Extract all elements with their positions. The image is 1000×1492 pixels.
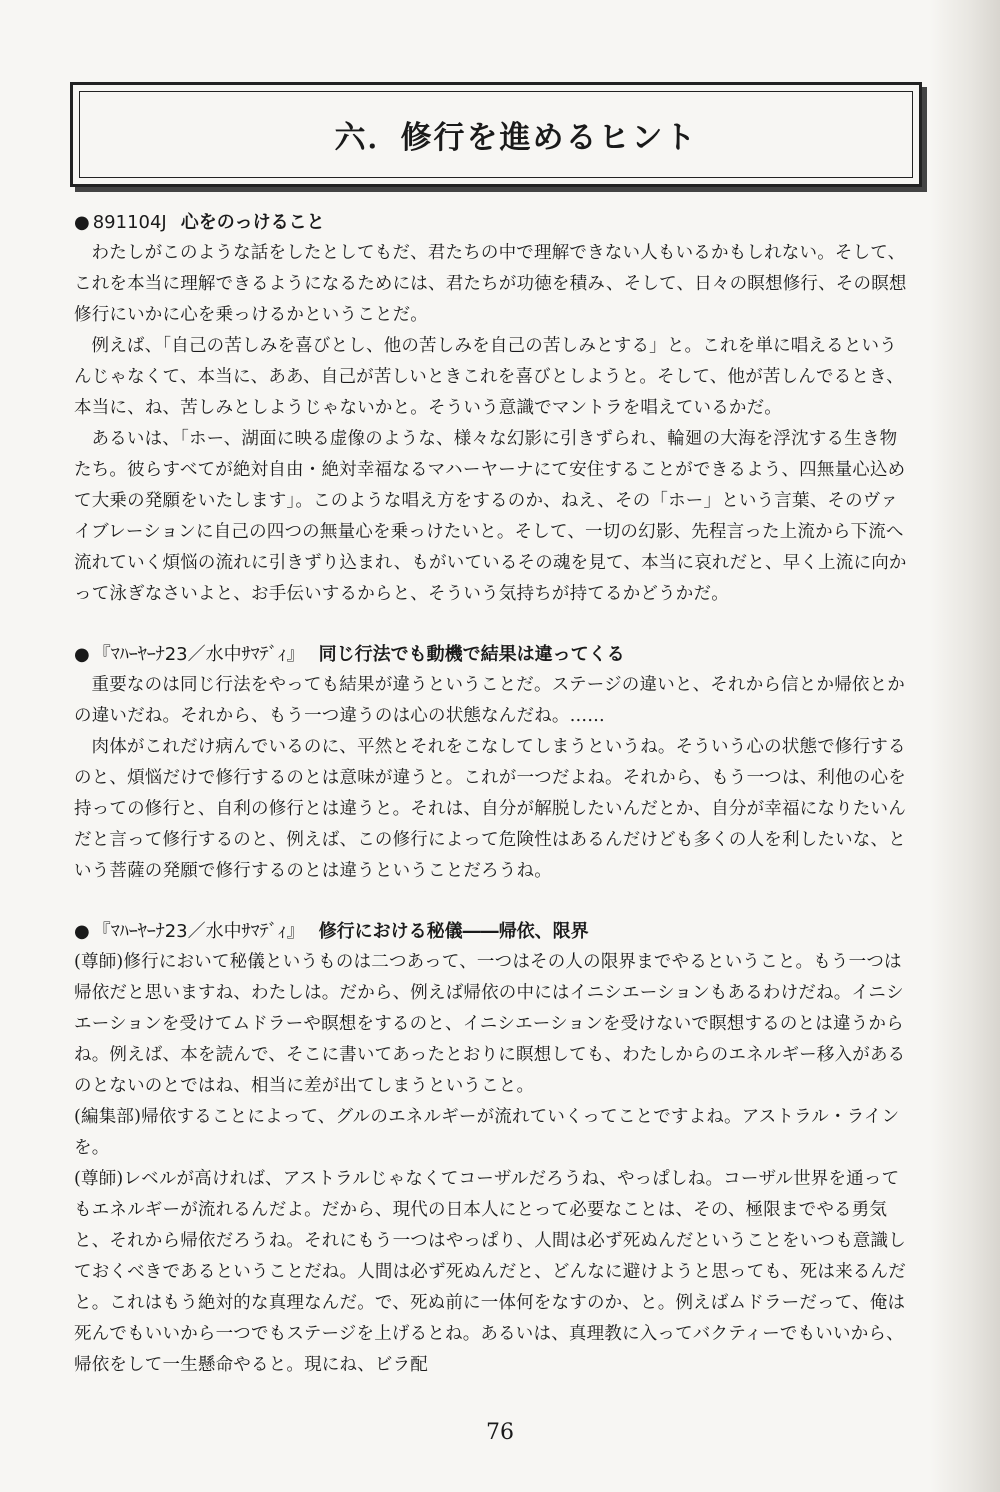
paragraph: 肉体がこれだけ病んでいるのに、平然とそれをこなしてしまうというね。そういう心の状態で修行するのと、煩悩だけで修行するのとは意味が違うと。これが一つだよね。それから、もう一つは、利他の心を持っての修行と、自利の修行とは違うと。それは、自分が解脱したいんだとか、自分が幸福になりたいんだと言って修行するのと、例えば、この修行によって危険性はあるんだけども多くの人を利したいな、という菩薩の発願で修行するのとは違うということだろうね。 <box>74 737 906 881</box>
section-title: 心をのっけること <box>180 212 325 233</box>
section-title: 修行における秘儀――帰依、限界 <box>318 921 589 942</box>
paragraph: (尊師)修行において秘儀というものは二つあって、一つはその人の限界までやるということ。もう一つは帰依だと思いますね、わたしは。だから、例えば帰依の中にはイニシエーションもあるわけだね。イニシエーションを受けてムドラーや瞑想をするのと、イニシエーションを受けないで瞑想するのとは違うからね。例えば、本を読んで、そこに書いてあったとおりに瞑想しても、わたしからのエネルギー移入があるのとないのとではね、相当に差が出てしまうということ。 <box>74 952 906 1096</box>
paragraph: あるいは、「ホー、湖面に映る虚像のような、様々な幻影に引きずられ、輪廻の大海を浮沈する生き物たち。彼らすべてが絶対自由・絶対幸福なるマハーヤーナにて安住することができるよう、四無量心込めて大乗の発願をいたします」。このような唱え方をするのか、ねえ、その「ホー」という言葉、そのヴァイブレーションに自己の四つの無量心を乗っけたいと。そして、一切の幻影、先程言った上流から下流へ流れていく煩悩の流れに引きずり込まれ、もがいているその魂を見て、本当に哀れだと、早く上流に向かって泳ぎなさいよと、お手伝いするからと、そういう気持ちが持てるかどうかだ。 <box>74 429 907 604</box>
section-3 <box>74 917 914 1381</box>
paragraph: 重要なのは同じ行法をやっても結果が違うということだ。ステージの違いと、それから信とか帰依とかの違いだね。それから、もう一つ違うのは心の状態なんだね。…… <box>74 675 905 726</box>
section-heading <box>74 917 914 947</box>
chapter-title-box <box>70 82 922 187</box>
paragraph: わたしがこのような話をしたとしてもだ、君たちの中で理解できない人もいるかもしれない。そして、これを本当に理解できるようになるためには、君たちが功徳を積み、そして、日々の瞑想修行、その瞑想修行にいかに心を乗っけるかということだ。 <box>74 243 907 325</box>
page-content <box>74 208 914 1411</box>
chapter-title-inner-frame <box>79 91 913 178</box>
section-title: 同じ行法でも動機で結果は違ってくる <box>318 644 625 665</box>
bullet-icon: ● <box>74 212 90 233</box>
chapter-title: 六．修行を進めるヒント <box>334 120 698 156</box>
bullet-icon: ● <box>74 921 90 942</box>
paragraph: (編集部)帰依することによって、グルのエネルギーが流れていくってことですよね。アストラル・ラインを。 <box>74 1107 900 1158</box>
section-source: 『ﾏﾊｰﾔｰﾅ23／水中ｻﾏﾃﾞｨ』 <box>92 921 305 942</box>
section-1 <box>74 208 914 610</box>
section-2 <box>74 640 914 887</box>
bullet-icon: ● <box>74 644 90 665</box>
page-edge-shadow <box>930 0 1000 1492</box>
section-source: 891104J <box>92 212 167 233</box>
section-heading <box>74 640 914 670</box>
section-source: 『ﾏﾊｰﾔｰﾅ23／水中ｻﾏﾃﾞｨ』 <box>92 644 305 665</box>
paragraph: 例えば、「自己の苦しみを喜びとし、他の苦しみを自己の苦しみとする」と。これを単に唱えるというんじゃなくて、本当に、ああ、自己が苦しいときこれを喜びとしようと。そして、他が苦しんでるとき、本当に、ね、苦しみとしようじゃないかと。そういう意識でマントラを唱えているかだ。 <box>74 336 904 418</box>
paragraph: (尊師)レベルが高ければ、アストラルじゃなくてコーザルだろうね、やっぱしね。コーザル世界を通ってもエネルギーが流れるんだよ。だから、現代の日本人にとって必要なことは、その、極限までやる勇気と、それから帰依だろうね。それにもう一つはやっぱり、人間は必ず死ぬんだということをいつも意識しておくべきであるということだね。人間は必ず死ぬんだと、どんなに避けようと思っても、死は来るんだと。これはもう絶対的な真理なんだ。で、死ぬ前に一体何をなすのか、と。例えばムドラーだって、俺は死んでもいいから一つでもステージを上げるとね。あるいは、真理教に入ってバクティーでもいいから、帰依をして一生懸命やると。現にね、ビラ配 <box>74 1169 906 1375</box>
section-heading <box>74 208 914 238</box>
page-number: 76 <box>486 1420 514 1445</box>
